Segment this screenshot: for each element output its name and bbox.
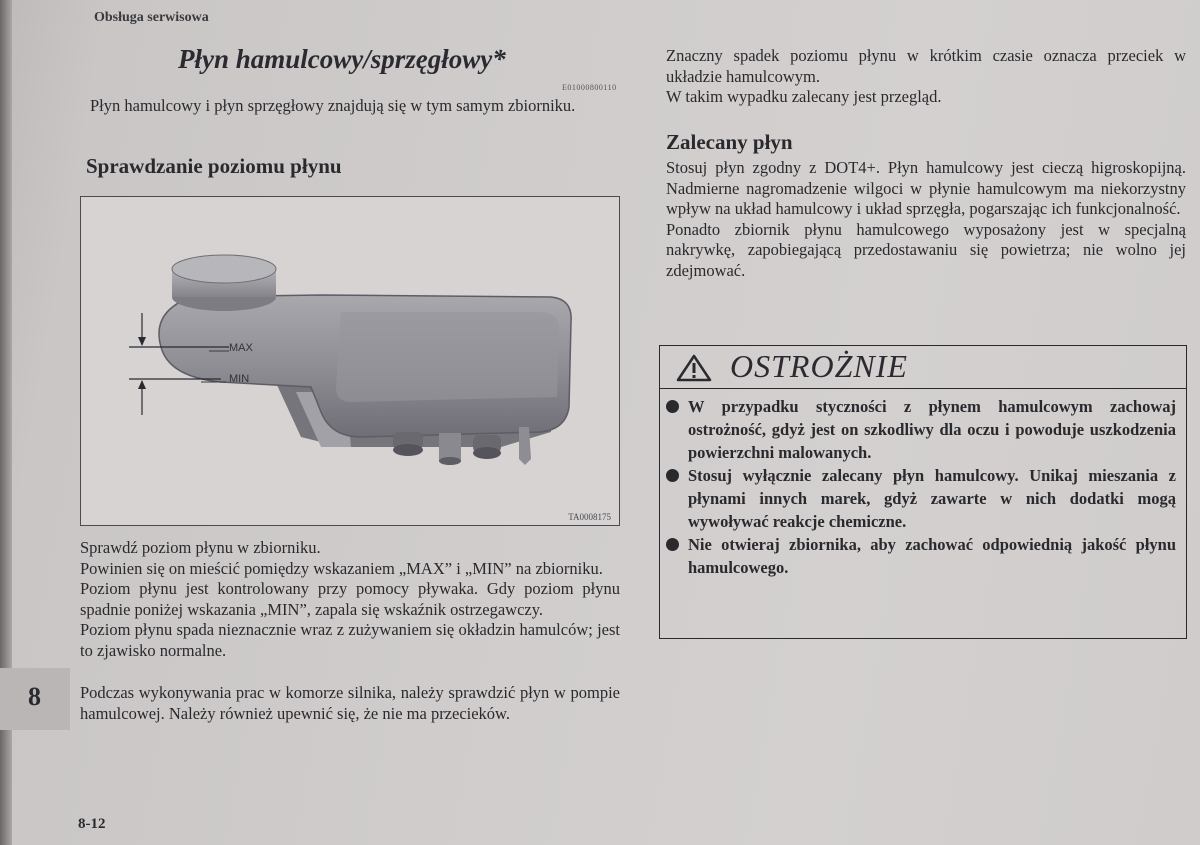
intro-text: Płyn hamulcowy i płyn sprzęgłowy znajdują się w tym samym zbiorniku. bbox=[90, 96, 576, 115]
section-header: Obsługa serwisowa bbox=[94, 10, 209, 25]
bullet-icon bbox=[666, 538, 679, 551]
caution-item bbox=[688, 533, 1176, 579]
caution-item-text: Nie otwieraj zbiornika, aby zachować odpowiednią jakość płynu hamulcowego. bbox=[688, 535, 1176, 577]
check-level-text bbox=[80, 538, 620, 724]
caution-header bbox=[660, 346, 1186, 389]
paragraph: W takim wypadku zalecany jest przegląd. bbox=[666, 87, 942, 106]
leak-text bbox=[666, 46, 1186, 108]
caution-title: OSTROŻNIE bbox=[730, 348, 908, 384]
paragraph: Ponadto zbiornik płynu hamulcowego wyposażony jest w specjalną nakrywkę, zapobiegającą przedostawaniu się powietrza; nie wolno jej zdejmować. bbox=[666, 219, 1186, 280]
paragraph: Podczas wykonywania prac w komorze silnika, należy sprawdzić płyn w pompie hamulcowej. Należy również upewnić się, że nie ma przecieków. bbox=[80, 683, 620, 723]
caution-box bbox=[659, 345, 1187, 639]
bullet-icon bbox=[666, 469, 679, 482]
caution-list bbox=[660, 389, 1186, 579]
paragraph: Sprawdź poziom płynu w zbiorniku. bbox=[80, 538, 321, 557]
recommended-fluid-heading: Zalecany płyn bbox=[666, 130, 793, 154]
reservoir-figure bbox=[80, 196, 620, 526]
caution-item-text: Stosuj wyłącznie zalecany płyn hamulcowy. Unikaj mieszania z płynami innych marek, gdyż zawarte w nich dodatki mogą wywoływać reakcje chemiczne. bbox=[688, 466, 1176, 531]
min-label: MIN bbox=[229, 373, 250, 385]
paragraph: Stosuj płyn zgodny z DOT4+. Płyn hamulcowy jest cieczą higroskopijną. Nadmierne nagromadzenie wilgoci w płynie hamulcowym ma niekorzystny wpływ na układ hamulcowy i układ sprzęgła, pogarszając ich funkcjonalność. bbox=[666, 158, 1186, 218]
caution-item bbox=[688, 395, 1176, 464]
chapter-number: 8 bbox=[28, 682, 41, 711]
reference-code: E01000800110 bbox=[562, 83, 617, 92]
page-title: Płyn hamulcowy/sprzęgłowy* bbox=[178, 44, 506, 74]
reservoir-illustration bbox=[81, 197, 621, 527]
figure-code: TA0008175 bbox=[568, 512, 611, 522]
paragraph: Poziom płynu jest kontrolowany przy pomocy pływaka. Gdy poziom płynu spadnie poniżej wskazania „MIN”, zapala się wskaźnik ostrzegawczy. bbox=[80, 579, 620, 619]
warning-triangle-icon bbox=[676, 354, 712, 382]
paragraph: Poziom płynu spada nieznacznie wraz z zużywaniem się okładzin hamulców; jest to zjawisko normalne. bbox=[80, 620, 620, 660]
caution-item bbox=[688, 464, 1176, 533]
paragraph: Znaczny spadek poziomu płynu w krótkim czasie oznacza przeciek w układzie hamulcowym. bbox=[666, 46, 1186, 86]
check-level-heading: Sprawdzanie poziomu płynu bbox=[86, 154, 342, 178]
page-number: 8-12 bbox=[78, 816, 106, 832]
paragraph: Powinien się on mieścić pomiędzy wskazaniem „MAX” i „MIN” na zbiorniku. bbox=[80, 558, 603, 578]
caution-item-text: W przypadku styczności z płynem hamulcowym zachowaj ostrożność, gdyż jest on szkodliwy dla oczu i powoduje uszkodzenia powierzchni malowanych. bbox=[688, 397, 1176, 462]
bullet-icon bbox=[666, 400, 679, 413]
max-label: MAX bbox=[229, 342, 253, 354]
recommended-fluid-text bbox=[666, 158, 1186, 281]
